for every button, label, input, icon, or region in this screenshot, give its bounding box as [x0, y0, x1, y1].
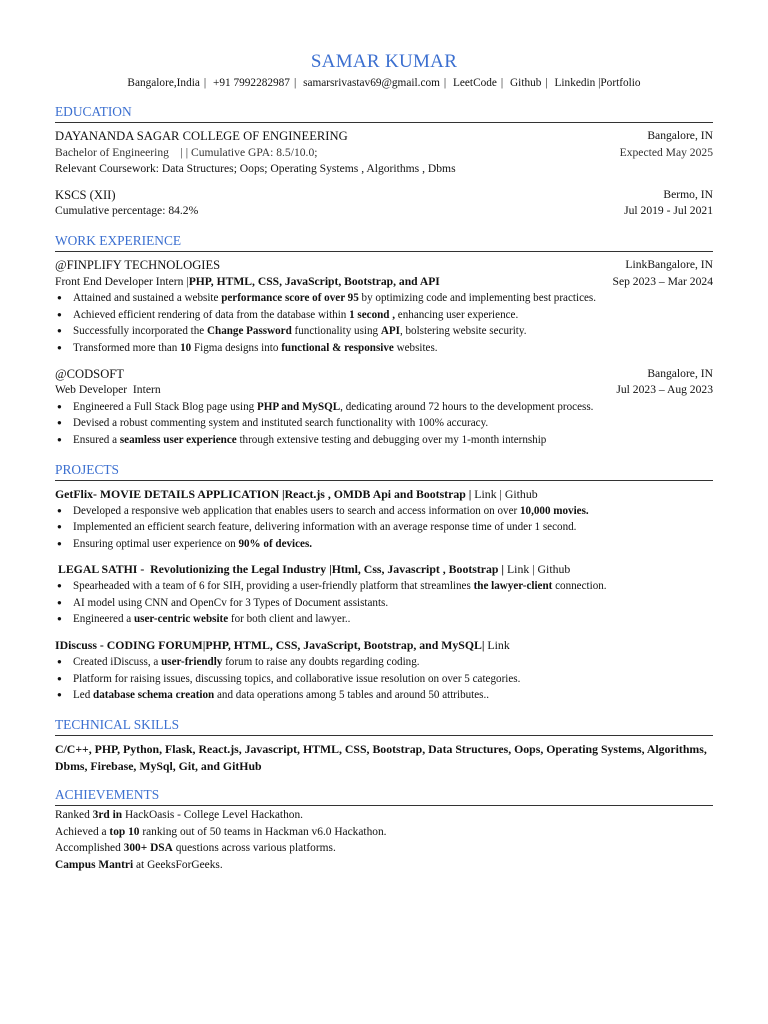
bullet-item: ● Developed a responsive web application that enables users to search and access information on over 10,000 movies. — [55, 503, 713, 520]
project-links[interactable]: Link — [484, 638, 510, 653]
achievement-item: Campus Mantri at GeeksForGeeks. — [55, 858, 223, 871]
github-link[interactable]: Github — [510, 77, 542, 89]
skills-list: C/C++, PHP, Python, Flask, React.js, Javascript, HTML, CSS, Bootstrap, Data Structures, Oops, Operating Systems, Algorithms, Dbms, Firebase, MySql, Git, and GitHub — [55, 741, 707, 773]
bullet-item: ● Successfully incorporated the Change Password functionality using API, bolstering website security. — [55, 323, 713, 340]
achievements-heading: ACHIEVEMENTS — [55, 786, 713, 806]
company-location: LinkBangalore, IN — [625, 257, 713, 271]
project-title: GetFlix- MOVIE DETAILS APPLICATION |React.js , OMDB Api and Bootstrap | — [55, 486, 472, 501]
project-entry — [55, 486, 713, 553]
bullet-item: ● Engineered a Full Stack Blog page using PHP and MySQL, dedicating around 72 hours to the development process. — [55, 399, 713, 416]
coursework-text: Relevant Coursework: Data Structures; Oops; Operating Systems , Algorithms , Dbms — [55, 162, 456, 176]
resume-page — [55, 50, 713, 873]
bullet-item: ● Spearheaded with a team of 6 for SIH, providing a user-friendly platform that streamlines the lawyer-client connection. — [55, 578, 713, 595]
skills-section — [55, 716, 713, 775]
school-location: Bangalore, IN — [647, 129, 713, 142]
phone-text: +91 7992282987 — [212, 77, 290, 89]
project-links[interactable]: Link | Github — [471, 486, 538, 501]
project-entry — [55, 637, 713, 704]
education-date: Expected May 2025 — [619, 145, 713, 159]
bullet-item: ● Engineered a user-centric website for both client and lawyer.. — [55, 611, 713, 628]
bullet-item: ● Achieved efficient rendering of data from the database within 1 second , enhancing user experience. — [55, 307, 713, 324]
bullet-item: ● Ensuring optimal user experience on 90% of devices. — [55, 536, 713, 553]
bullet-item: ● Attained and sustained a website performance score of over 95 by optimizing code and implementing best practices. — [55, 290, 713, 307]
leetcode-link[interactable]: LeetCode — [453, 77, 497, 89]
portfolio-link[interactable]: Portfolio — [600, 77, 641, 89]
work-date: Jul 2023 – Aug 2023 — [616, 383, 713, 397]
work-entry — [55, 257, 713, 357]
bullet-item: ● Created iDiscuss, a user-friendly forum to raise any doubts regarding coding. — [55, 654, 713, 671]
bullet-item: ● AI model using CNN and OpenCv for 3 Types of Document assistants. — [55, 595, 713, 612]
projects-section — [55, 461, 713, 704]
school-name: DAYANANDA SAGAR COLLEGE OF ENGINEERING — [55, 129, 348, 143]
degree-text: Cumulative percentage: 84.2% — [55, 204, 199, 218]
work-section — [55, 232, 713, 449]
school-location: Bermo, IN — [663, 187, 713, 201]
achievement-item: Accomplished 300+ DSA questions across various platforms. — [55, 842, 336, 855]
project-title: IDiscuss - CODING FORUM|PHP, HTML, CSS, JavaScript, Bootstrap, and MySQL| — [55, 638, 485, 653]
bullet-item: ● Devised a robust commenting system and instituted search functionality with 100% accuracy. — [55, 415, 713, 432]
linkedin-link[interactable]: Linkedin — [554, 77, 596, 89]
school-name: KSCS (XII) — [55, 187, 116, 202]
location-text: Bangalore,India — [127, 77, 200, 89]
education-date: Jul 2019 - Jul 2021 — [624, 204, 713, 218]
project-entry — [55, 561, 713, 628]
bullet-item: ● Ensured a seamless user experience through extensive testing and debugging over my 1-month internship — [55, 432, 713, 449]
work-entry — [55, 366, 713, 449]
role-text: Web Developer Intern — [55, 383, 161, 397]
achievements-section — [55, 786, 713, 873]
degree-text: Bachelor of Engineering | | Cumulative GPA: 8.5/10.0; — [55, 145, 318, 159]
bullet-item: ● Transformed more than 10 Figma designs into functional & responsive websites. — [55, 340, 713, 357]
education-entry — [55, 128, 713, 178]
company-location: Bangalore, IN — [647, 366, 713, 380]
education-entry — [55, 187, 713, 220]
education-section — [55, 103, 713, 220]
contact-line: Bangalore,India | +91 7992282987 | samarsrivastav69@gmail.com | LeetCode | Github | Linkedin |Portfolio — [127, 77, 641, 89]
education-heading: EDUCATION — [55, 103, 713, 123]
tech-stack: PHP, HTML, CSS, JavaScript, Bootstrap, and API — [188, 274, 440, 288]
company-name: @CODSOFT — [55, 366, 124, 381]
project-title: LEGAL SATHI - Revolutionizing the Legal Industry |Html, Css, Javascript , Bootstrap | — [55, 562, 505, 577]
skills-heading: TECHNICAL SKILLS — [55, 716, 713, 736]
projects-heading: PROJECTS — [55, 461, 713, 481]
company-name: @FINPLIFY TECHNOLOGIES — [55, 257, 221, 272]
role-text: Front End Developer Intern | — [55, 274, 189, 288]
project-links[interactable]: Link | Github — [504, 562, 571, 577]
bullet-item: ● Led database schema creation and data operations among 5 tables and around 50 attributes.. — [55, 687, 713, 704]
email-link[interactable]: samarsrivastav69@gmail.com — [303, 77, 440, 89]
candidate-name: SAMAR KUMAR — [310, 51, 458, 72]
bullet-item: ● Implemented an efficient search feature, delivering information with an average response time of under 1 second. — [55, 519, 713, 536]
bullet-item: ● Platform for raising issues, discussing topics, and collaborative issue resolution on over 5 categories. — [55, 671, 713, 688]
achievement-item: Achieved a top 10 ranking out of 50 teams in Hackman v6.0 Hackathon. — [55, 825, 387, 838]
work-date: Sep 2023 – Mar 2024 — [612, 274, 713, 288]
achievement-item: Ranked 3rd in HackOasis - College Level Hackathon. — [55, 809, 304, 822]
work-heading: WORK EXPERIENCE — [55, 232, 713, 252]
